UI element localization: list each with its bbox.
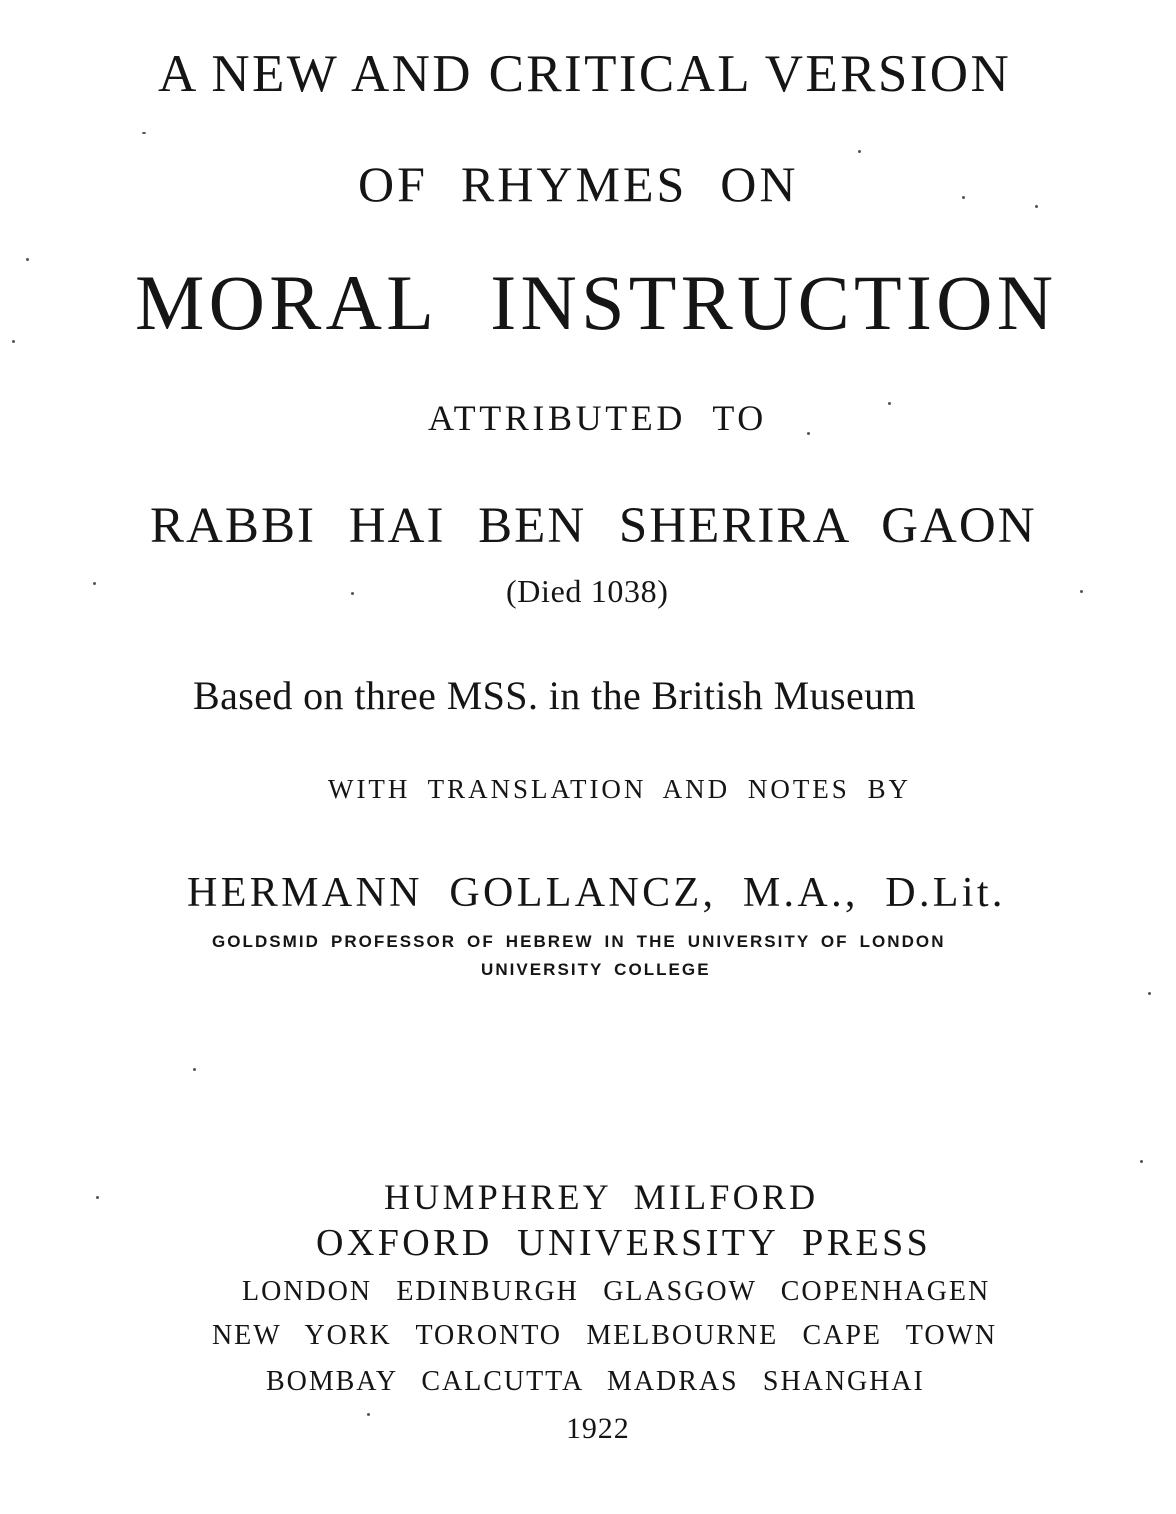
scan-speck	[1148, 992, 1151, 995]
imprint-cities-2: NEW YORK TORONTO MELBOURNE CAPE TOWN	[212, 1320, 998, 1351]
scan-speck	[26, 258, 29, 261]
scan-speck	[1035, 205, 1038, 208]
imprint-cities-3: BOMBAY CALCUTTA MADRAS SHANGHAI	[266, 1366, 925, 1397]
title-line-3: MORAL INSTRUCTION	[135, 259, 1058, 346]
scan-speck	[12, 340, 15, 343]
scan-speck	[1080, 590, 1083, 593]
scan-speck	[367, 1413, 370, 1416]
scan-speck	[1140, 1160, 1143, 1163]
publisher-name: HUMPHREY MILFORD	[384, 1177, 819, 1217]
scan-speck	[888, 402, 891, 405]
editor-position: GOLDSMID PROFESSOR OF HEBREW IN THE UNIVERSITY OF LONDON	[212, 932, 946, 951]
title-line-2: OF RHYMES ON	[358, 156, 799, 212]
editor-institution: UNIVERSITY COLLEGE	[481, 960, 711, 979]
imprint-cities-1: LONDON EDINBURGH GLASGOW COPENHAGEN	[242, 1276, 991, 1307]
scan-speck	[351, 592, 354, 595]
scan-speck	[96, 1196, 99, 1199]
scan-speck	[858, 150, 861, 153]
scan-speck	[807, 432, 810, 435]
source-note: Based on three MSS. in the British Museum	[193, 673, 917, 718]
attribution-label: ATTRIBUTED TO	[428, 398, 767, 438]
scan-speck	[142, 132, 146, 134]
publication-year: 1922	[566, 1412, 630, 1445]
attributed-author: RABBI HAI BEN SHERIRA GAON	[150, 498, 1037, 554]
editor-intro: WITH TRANSLATION AND NOTES BY	[328, 774, 912, 804]
title-line-1: A NEW AND CRITICAL VERSION	[158, 45, 1012, 103]
scan-speck	[193, 1068, 196, 1071]
scan-speck	[962, 196, 965, 199]
press-name: OXFORD UNIVERSITY PRESS	[316, 1222, 932, 1264]
scan-speck	[93, 582, 96, 585]
author-death-date: (Died 1038)	[506, 573, 669, 609]
editor-name: HERMANN GOLLANCZ, M.A., D.Lit.	[187, 870, 1006, 916]
